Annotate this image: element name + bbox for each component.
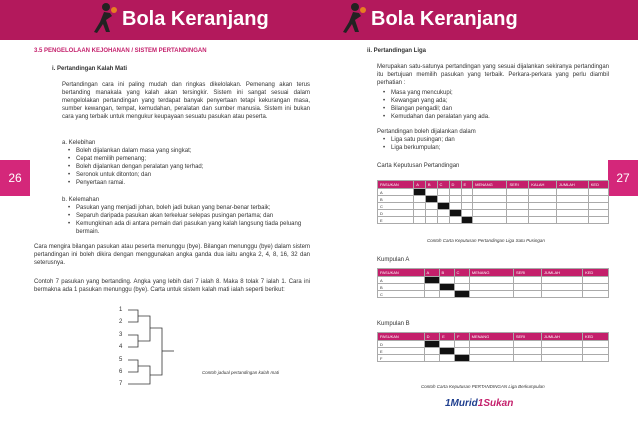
table-header: SERI — [514, 269, 542, 277]
list-item: • Liga berkumpulan; — [391, 144, 611, 152]
row-label: A — [378, 277, 425, 284]
table-header: A — [424, 269, 439, 277]
table-header: MENANG — [469, 269, 513, 277]
chart-heading: Carta Keputusan Pertandingan — [377, 163, 460, 169]
bracket-number: 4 — [119, 344, 123, 350]
table-row — [378, 348, 609, 355]
right-page — [319, 0, 638, 426]
table-row — [378, 196, 609, 203]
row-label: D — [378, 210, 414, 217]
list-item: • Boleh dijalankan dalam masa yang singkat; — [76, 147, 306, 155]
list-item: • Seronok untuk ditonton; dan — [76, 171, 306, 179]
list-item: • Liga satu pusingan; dan — [391, 136, 611, 144]
table-header: E — [440, 333, 455, 341]
table-row — [378, 210, 609, 217]
table-header: C — [454, 269, 469, 277]
table-header: JUMLAH — [556, 181, 588, 189]
table-header: MENANG — [469, 333, 513, 341]
table-header: JUMLAH — [542, 269, 583, 277]
table-header: F — [455, 333, 470, 341]
logo-part-1: 1Murid — [445, 398, 478, 409]
knockout-intro: Pertandingan cara ini paling mudah dan ringkas dikelolakan. Pemenang akan terus bertanding manakala yang kalah akan tersingkir. Sistem ini sangat sesuai dalam mengelolakan pertandingan yang terdapat banyak penyertaan tetapi kekurangan masa, sumber kewangan, tempat, kemudahan, peralatan dan sumber manusia. Sistem ini bukan cara yang terbaik untuk mengukur keupayaan sesuatu pasukan atau peserta. — [62, 82, 310, 120]
table-header: MENANG — [473, 181, 507, 189]
list-item: • Cepat memilih pemenang; — [76, 155, 306, 163]
list-item: • Separuh daripada pasukan akan terkeluar selepas pusingan pertama; dan — [76, 212, 316, 220]
table-header: PASUKAN — [378, 269, 425, 277]
bracket-number: 1 — [119, 307, 123, 313]
table-header: JUMLAH — [541, 333, 582, 341]
bye-paragraph: Cara mengira bilangan pasukan atau peserta menunggu (bye). Bilangan menunggu (bye) dalam sistem pertandingan ini boleh dikira dengan menggunakan angka ganda dua iaitu angka 2, 4, 8, 16, 32 dan seterusnya. — [34, 244, 310, 266]
row-label: E — [378, 348, 425, 355]
knockout-heading: i. Pertandingan Kalah Mati — [52, 66, 128, 72]
bracket-number: 7 — [119, 381, 123, 387]
logo-part-2: 1Sukan — [477, 398, 514, 409]
table-header: SERI — [507, 181, 529, 189]
list-item: • Boleh dijalankan dengan peralatan yang terhad; — [76, 163, 306, 171]
bracket-lines — [128, 306, 188, 390]
table-row — [378, 277, 609, 284]
league-types-list — [381, 136, 611, 152]
table-header: D — [449, 181, 461, 189]
basketball-player-icon — [335, 2, 369, 38]
table-header: KED — [583, 269, 609, 277]
list-item: • Masa yang mencukupi; — [391, 89, 611, 97]
advantages-list — [66, 147, 306, 187]
group-b-table — [377, 332, 609, 362]
group-a-table — [377, 268, 609, 298]
league-heading: ii. Pertandingan Liga — [367, 48, 427, 54]
list-item: • Penyertaan ramai. — [76, 179, 306, 187]
example-paragraph: Contoh 7 pasukan yang bertanding. Angka yang lebih dari 7 ialah 8. Maka 8 tolak 7 ialah 1. Cara ini bermakna ada 1 pasukan menunggu (bye). Carta untuk sistem kalah mati ialah seperti berikut: — [34, 279, 310, 293]
table-row — [378, 291, 609, 298]
list-item: • Kemungkinan ada di antara pemain dari pasukan yang kalah langsung tiada peluang bermain. — [76, 220, 316, 236]
table-header: A — [414, 181, 426, 189]
bracket-caption: Contoh jadual pertandingan kalah mati — [202, 370, 280, 375]
row-label: B — [378, 196, 414, 203]
table-row — [378, 341, 609, 348]
group-a-label: Kumpulan A — [377, 257, 410, 263]
row-label: F — [378, 355, 425, 362]
table-header: D — [424, 333, 439, 341]
row-label: E — [378, 217, 414, 224]
bracket-number: 2 — [119, 319, 123, 325]
table-header: KED — [583, 333, 609, 341]
table-header: SERI — [513, 333, 541, 341]
bracket-number: 6 — [119, 369, 123, 375]
left-page-number: 26 — [0, 160, 30, 196]
league-intro: Merupakan satu-satunya pertandingan yang sesuai dijalankan sekiranya pertandingan itu bertujuan memilih pasukan yang terbaik. Perkara-perkara yang perlu diambil perhatian : — [377, 64, 609, 86]
table-header: C — [437, 181, 449, 189]
right-page-title: Bola Keranjang — [371, 8, 518, 30]
row-label: D — [378, 341, 425, 348]
disadvantages-list — [66, 204, 316, 236]
table-header: PASUKAN — [378, 181, 414, 189]
group-b-label: Kumpulan B — [377, 321, 410, 327]
table-header: KALAH — [529, 181, 557, 189]
considerations-list — [381, 89, 611, 121]
advantages-heading: a. Kelebihan — [62, 140, 96, 146]
table-row — [378, 355, 609, 362]
row-label: C — [378, 291, 425, 298]
left-page-title: Bola Keranjang — [122, 8, 269, 30]
table-row — [378, 203, 609, 210]
row-label: C — [378, 203, 414, 210]
disadvantages-heading: b. Kelemahan — [62, 197, 100, 203]
row-label: A — [378, 189, 414, 196]
list-item: • Bilangan pengadil; dan — [391, 105, 611, 113]
table-row — [378, 284, 609, 291]
league-types-intro: Pertandingan boleh dijalankan dalam — [377, 129, 476, 135]
list-item: • Pasukan yang menjadi johan, boleh jadi bukan yang benar-benar terbaik; — [76, 204, 316, 212]
table-header: KED — [588, 181, 608, 189]
table-row — [378, 189, 609, 196]
group-table-caption: Contoh Carta Keputusan PERTANDINGAN Liga Berkumpulan — [421, 384, 545, 389]
row-label: B — [378, 284, 425, 291]
right-page-number: 27 — [608, 160, 638, 196]
list-item: • Kemudahan dan peralatan yang ada. — [391, 113, 611, 121]
bracket-number: 5 — [119, 357, 123, 363]
section-heading: 3.5 PENGELOLAAN KEJOHANAN / SISTEM PERTANDINGAN — [34, 48, 207, 54]
bracket-number: 3 — [119, 332, 123, 338]
logo — [445, 398, 513, 409]
table-row — [378, 217, 609, 224]
table-header: E — [461, 181, 473, 189]
table-header: B — [425, 181, 437, 189]
table-header: PASUKAN — [378, 333, 425, 341]
basketball-player-icon — [86, 2, 120, 38]
table-caption: Contoh Carta Keputusan Pertandingan Liga Satu Pusingan — [427, 238, 545, 243]
league-results-table — [377, 180, 609, 224]
table-header: B — [439, 269, 454, 277]
list-item: • Kewangan yang ada; — [391, 97, 611, 105]
